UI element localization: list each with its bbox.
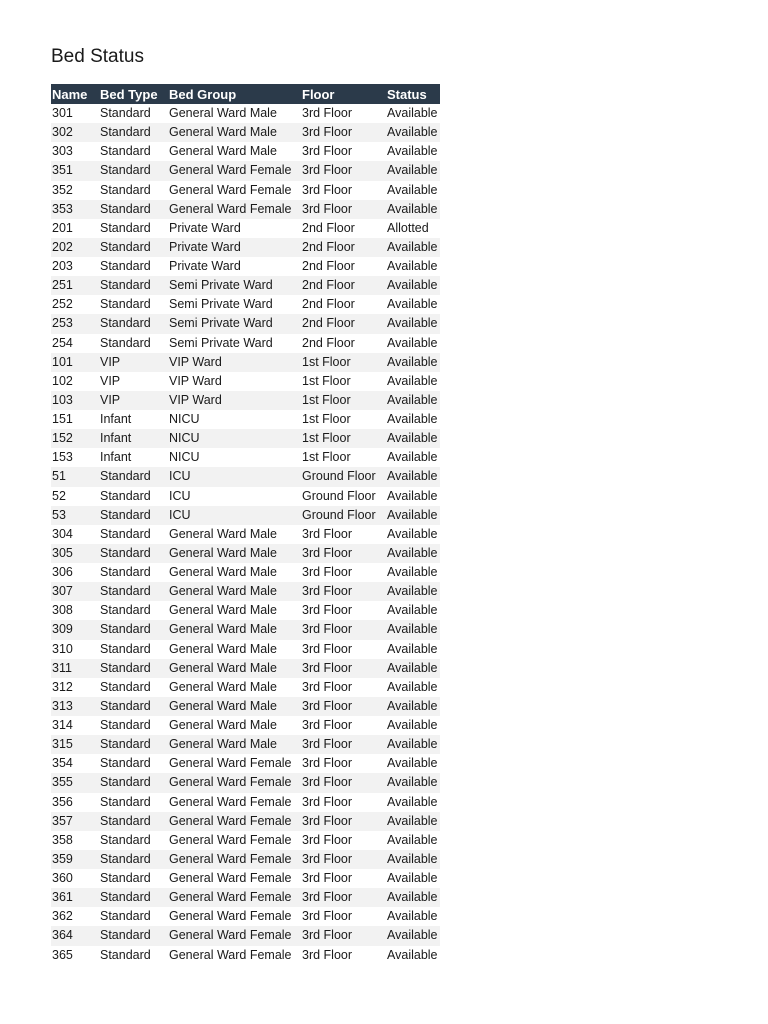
table-row[interactable]	[51, 257, 440, 276]
bed-group-cell: General Ward Female	[169, 794, 292, 809]
bed-name-cell: 357	[51, 812, 99, 831]
floor-cell: 3rd Floor	[301, 123, 386, 142]
status-cell: Available	[386, 506, 440, 525]
bed-type-cell: Standard	[100, 718, 151, 733]
status-cell: Available	[387, 679, 438, 694]
floor-cell: 3rd Floor	[302, 909, 353, 924]
bed-name-cell: 203	[52, 259, 73, 274]
table-row[interactable]	[51, 620, 440, 639]
bed-name-cell: 313	[51, 697, 99, 716]
bed-type-cell: Standard	[100, 220, 151, 235]
status-cell: Available	[386, 467, 440, 486]
table-row[interactable]	[51, 429, 440, 448]
table-row[interactable]	[51, 391, 440, 410]
column-header-bed-type[interactable]: Bed Type	[99, 84, 168, 104]
floor-cell: 3rd Floor	[301, 659, 386, 678]
table-row[interactable]	[51, 831, 440, 850]
status-cell: Allotted	[387, 220, 429, 235]
floor-cell: 1st Floor	[301, 429, 386, 448]
floor-cell: 3rd Floor	[301, 161, 386, 180]
table-row[interactable]	[51, 773, 440, 792]
table-row[interactable]	[51, 888, 440, 907]
bed-name-cell: 308	[52, 603, 73, 618]
status-cell: Available	[386, 850, 440, 869]
floor-cell: 3rd Floor	[301, 544, 386, 563]
status-cell: Available	[386, 353, 440, 372]
table-row[interactable]	[51, 238, 440, 257]
table-header-row	[51, 84, 440, 104]
status-cell: Available	[387, 488, 438, 503]
bed-type-cell: Standard	[100, 832, 151, 847]
floor-cell: 3rd Floor	[302, 718, 353, 733]
status-cell: Available	[386, 238, 440, 257]
bed-group-cell: ICU	[168, 506, 301, 525]
table-row[interactable]	[51, 716, 440, 735]
bed-type-cell: Standard	[100, 182, 151, 197]
bed-name-cell: 152	[51, 429, 99, 448]
bed-type-cell: Infant	[100, 450, 132, 465]
table-row[interactable]	[51, 314, 440, 333]
bed-name-cell: 351	[51, 161, 99, 180]
table-row[interactable]	[51, 353, 440, 372]
table-row[interactable]	[51, 754, 440, 773]
bed-type-cell: Standard	[99, 735, 168, 754]
bed-type-cell: Standard	[100, 144, 151, 159]
table-row[interactable]	[51, 926, 440, 945]
bed-type-cell: Standard	[100, 679, 151, 694]
bed-type-cell: Standard	[99, 200, 168, 219]
bed-name-cell: 252	[52, 297, 73, 312]
status-cell: Available	[387, 259, 438, 274]
table-row[interactable]	[51, 640, 440, 659]
bed-type-cell: Standard	[99, 773, 168, 792]
bed-group-cell: General Ward Female	[169, 947, 292, 962]
bed-group-cell: General Ward Male	[168, 735, 301, 754]
bed-name-cell: 53	[51, 506, 99, 525]
bed-name-cell: 305	[51, 544, 99, 563]
bed-group-cell: General Ward Female	[168, 926, 301, 945]
bed-name-cell: 306	[52, 565, 73, 580]
bed-name-cell: 354	[52, 756, 73, 771]
table-row[interactable]	[51, 142, 440, 161]
bed-type-cell: Standard	[99, 812, 168, 831]
table-row[interactable]	[51, 295, 440, 314]
status-cell: Available	[386, 391, 440, 410]
bed-type-cell: Standard	[100, 871, 151, 886]
bed-name-cell: 362	[52, 909, 73, 924]
bed-name-cell: 251	[51, 276, 99, 295]
status-cell: Available	[386, 812, 440, 831]
bed-group-cell: General Ward Male	[168, 544, 301, 563]
bed-group-cell: General Ward Male	[168, 697, 301, 716]
table-row[interactable]	[51, 276, 440, 295]
bed-name-cell: 314	[52, 718, 73, 733]
status-cell: Available	[387, 756, 438, 771]
bed-group-cell: General Ward Female	[168, 850, 301, 869]
bed-group-cell: General Ward Female	[168, 812, 301, 831]
floor-cell: 3rd Floor	[302, 756, 353, 771]
bed-group-cell: General Ward Male	[169, 526, 277, 541]
floor-cell: 3rd Floor	[301, 582, 386, 601]
status-cell: Available	[386, 200, 440, 219]
bed-type-cell: Standard	[99, 620, 168, 639]
floor-cell: 2nd Floor	[301, 314, 386, 333]
bed-group-cell: NICU	[168, 429, 301, 448]
bed-type-cell: Standard	[100, 794, 151, 809]
table-row[interactable]	[51, 448, 440, 467]
bed-group-cell: NICU	[169, 450, 200, 465]
bed-group-cell: General Ward Female	[168, 161, 301, 180]
bed-type-cell: Standard	[100, 603, 151, 618]
table-row[interactable]	[51, 123, 440, 142]
bed-name-cell: 253	[51, 314, 99, 333]
bed-type-cell: Standard	[100, 488, 151, 503]
bed-type-cell: Standard	[100, 947, 151, 962]
bed-group-cell: General Ward Female	[168, 200, 301, 219]
table-row[interactable]	[51, 735, 440, 754]
table-row[interactable]	[51, 372, 440, 391]
status-cell: Available	[386, 544, 440, 563]
bed-type-cell: VIP	[99, 391, 168, 410]
bed-group-cell: General Ward Male	[168, 659, 301, 678]
bed-type-cell: Standard	[99, 697, 168, 716]
bed-type-cell: Infant	[99, 429, 168, 448]
bed-group-cell: VIP Ward	[168, 353, 301, 372]
bed-type-cell: Standard	[99, 276, 168, 295]
floor-cell: 3rd Floor	[302, 641, 353, 656]
table-row[interactable]	[51, 506, 440, 525]
bed-name-cell: 353	[51, 200, 99, 219]
page-title: Bed Status	[51, 46, 144, 67]
bed-name-cell: 315	[51, 735, 99, 754]
table-row[interactable]	[51, 793, 440, 812]
bed-group-cell: Private Ward	[168, 238, 301, 257]
floor-cell: Ground Floor	[301, 506, 386, 525]
status-cell: Available	[386, 926, 440, 945]
bed-name-cell: 360	[52, 871, 73, 886]
floor-cell: 3rd Floor	[302, 794, 353, 809]
bed-group-cell: General Ward Male	[169, 565, 277, 580]
bed-name-cell: 309	[51, 620, 99, 639]
bed-name-cell: 103	[51, 391, 99, 410]
bed-name-cell: 102	[52, 373, 73, 388]
bed-name-cell: 307	[51, 582, 99, 601]
column-header-floor[interactable]: Floor	[301, 84, 386, 104]
status-cell: Available	[387, 106, 438, 121]
floor-cell: Ground Floor	[301, 467, 386, 486]
bed-status-table	[51, 84, 440, 965]
bed-type-cell: Standard	[99, 123, 168, 142]
bed-name-cell: 364	[51, 926, 99, 945]
status-cell: Available	[387, 718, 438, 733]
table-row[interactable]	[51, 601, 440, 620]
table-row[interactable]	[51, 659, 440, 678]
table-row[interactable]	[51, 850, 440, 869]
floor-cell: 3rd Floor	[302, 526, 353, 541]
bed-type-cell: Standard	[100, 526, 151, 541]
floor-cell: 2nd Floor	[301, 276, 386, 295]
column-header-bed-group[interactable]: Bed Group	[168, 84, 301, 104]
status-cell: Available	[386, 276, 440, 295]
table-body	[51, 104, 440, 965]
status-cell: Available	[386, 429, 440, 448]
bed-name-cell: 254	[52, 335, 73, 350]
bed-type-cell: Standard	[99, 850, 168, 869]
floor-cell: 3rd Floor	[302, 144, 353, 159]
bed-type-cell: Standard	[100, 259, 151, 274]
bed-type-cell: VIP	[100, 373, 121, 388]
bed-name-cell: 312	[52, 679, 73, 694]
floor-cell: 2nd Floor	[302, 220, 355, 235]
floor-cell: 3rd Floor	[302, 947, 353, 962]
status-cell: Available	[387, 297, 438, 312]
floor-cell: 3rd Floor	[301, 735, 386, 754]
bed-group-cell: General Ward Male	[169, 679, 277, 694]
bed-group-cell: VIP Ward	[168, 391, 301, 410]
table-row[interactable]	[51, 467, 440, 486]
status-cell: Available	[387, 832, 438, 847]
status-cell: Available	[386, 582, 440, 601]
floor-cell: 1st Floor	[302, 412, 351, 427]
bed-type-cell: Infant	[100, 412, 132, 427]
status-cell: Available	[386, 659, 440, 678]
status-cell: Available	[386, 735, 440, 754]
status-cell: Available	[386, 314, 440, 333]
floor-cell: 3rd Floor	[301, 697, 386, 716]
floor-cell: 3rd Floor	[302, 871, 353, 886]
bed-name-cell: 310	[52, 641, 73, 656]
bed-type-cell: Standard	[99, 314, 168, 333]
floor-cell: 3rd Floor	[301, 888, 386, 907]
bed-group-cell: General Ward Female	[169, 909, 292, 924]
table-row[interactable]	[51, 525, 440, 544]
bed-group-cell: Private Ward	[169, 259, 241, 274]
floor-cell: 3rd Floor	[302, 603, 353, 618]
bed-type-cell: Standard	[100, 756, 151, 771]
floor-cell: 3rd Floor	[301, 812, 386, 831]
status-cell: Available	[387, 909, 438, 924]
bed-type-cell: Standard	[100, 106, 151, 121]
bed-group-cell: VIP Ward	[169, 373, 222, 388]
bed-group-cell: General Ward Female	[168, 773, 301, 792]
bed-group-cell: General Ward Male	[168, 123, 301, 142]
table-row[interactable]	[51, 181, 440, 200]
floor-cell: Ground Floor	[302, 488, 376, 503]
bed-type-cell: Standard	[99, 582, 168, 601]
bed-type-cell: Standard	[99, 888, 168, 907]
status-cell: Available	[387, 641, 438, 656]
bed-type-cell: Standard	[99, 926, 168, 945]
floor-cell: 2nd Floor	[302, 259, 355, 274]
floor-cell: 3rd Floor	[302, 832, 353, 847]
floor-cell: 1st Floor	[302, 373, 351, 388]
status-cell: Available	[387, 565, 438, 580]
bed-group-cell: General Ward Male	[168, 620, 301, 639]
table-row[interactable]	[51, 582, 440, 601]
bed-name-cell: 311	[51, 659, 99, 678]
floor-cell: 1st Floor	[301, 353, 386, 372]
status-cell: Available	[387, 871, 438, 886]
bed-name-cell: 361	[51, 888, 99, 907]
table-row[interactable]	[51, 678, 440, 697]
table-row[interactable]	[51, 334, 440, 353]
floor-cell: 2nd Floor	[302, 335, 355, 350]
floor-cell: 3rd Floor	[302, 106, 353, 121]
bed-group-cell: General Ward Female	[169, 832, 292, 847]
floor-cell: 3rd Floor	[302, 565, 353, 580]
bed-name-cell: 365	[52, 947, 73, 962]
floor-cell: 3rd Floor	[301, 200, 386, 219]
table-row[interactable]	[51, 869, 440, 888]
bed-name-cell: 304	[52, 526, 73, 541]
floor-cell: 2nd Floor	[302, 297, 355, 312]
bed-type-cell: Standard	[99, 506, 168, 525]
bed-type-cell: Standard	[99, 161, 168, 180]
bed-name-cell: 303	[52, 144, 73, 159]
floor-cell: 3rd Floor	[301, 850, 386, 869]
bed-name-cell: 355	[51, 773, 99, 792]
bed-type-cell: Standard	[100, 909, 151, 924]
bed-name-cell: 101	[51, 353, 99, 372]
bed-name-cell: 352	[52, 182, 73, 197]
bed-group-cell: General Ward Male	[169, 718, 277, 733]
status-cell: Available	[387, 373, 438, 388]
floor-cell: 3rd Floor	[301, 620, 386, 639]
bed-group-cell: General Ward Male	[169, 603, 277, 618]
bed-name-cell: 201	[52, 220, 73, 235]
floor-cell: 2nd Floor	[301, 238, 386, 257]
status-cell: Available	[387, 144, 438, 159]
bed-type-cell: Standard	[100, 297, 151, 312]
bed-type-cell: Standard	[99, 238, 168, 257]
bed-group-cell: NICU	[169, 412, 200, 427]
floor-cell: 3rd Floor	[302, 182, 353, 197]
bed-group-cell: General Ward Male	[169, 641, 277, 656]
table-row[interactable]	[51, 907, 440, 926]
status-cell: Available	[386, 888, 440, 907]
bed-group-cell: Semi Private Ward	[168, 314, 301, 333]
table-row[interactable]	[51, 410, 440, 429]
status-cell: Available	[387, 526, 438, 541]
status-cell: Available	[387, 182, 438, 197]
bed-name-cell: 302	[51, 123, 99, 142]
bed-type-cell: Standard	[99, 544, 168, 563]
bed-name-cell: 301	[52, 106, 73, 121]
status-cell: Available	[387, 335, 438, 350]
bed-name-cell: 359	[51, 850, 99, 869]
bed-group-cell: General Ward Female	[169, 871, 292, 886]
status-cell: Available	[387, 412, 438, 427]
table-row[interactable]	[51, 219, 440, 238]
column-header-name[interactable]: Name	[51, 84, 99, 104]
table-row[interactable]	[51, 563, 440, 582]
table-row[interactable]	[51, 544, 440, 563]
bed-name-cell: 52	[52, 488, 66, 503]
bed-group-cell: Semi Private Ward	[168, 276, 301, 295]
bed-name-cell: 151	[52, 412, 73, 427]
status-cell: Available	[387, 603, 438, 618]
bed-type-cell: Standard	[99, 467, 168, 486]
status-cell: Available	[387, 450, 438, 465]
floor-cell: 3rd Floor	[301, 773, 386, 792]
bed-name-cell: 51	[51, 467, 99, 486]
bed-type-cell: Standard	[100, 335, 151, 350]
bed-name-cell: 202	[51, 238, 99, 257]
table-row[interactable]	[51, 200, 440, 219]
table-row[interactable]	[51, 697, 440, 716]
bed-group-cell: Semi Private Ward	[169, 335, 273, 350]
table-row[interactable]	[51, 487, 440, 506]
bed-type-cell: Standard	[100, 565, 151, 580]
table-row[interactable]	[51, 946, 440, 965]
bed-group-cell: General Ward Male	[168, 582, 301, 601]
status-cell: Available	[386, 620, 440, 639]
bed-group-cell: General Ward Male	[169, 106, 277, 121]
table-row[interactable]	[51, 812, 440, 831]
bed-group-cell: General Ward Female	[168, 888, 301, 907]
bed-group-cell: ICU	[169, 488, 191, 503]
floor-cell: 1st Floor	[301, 391, 386, 410]
table-row[interactable]	[51, 161, 440, 180]
bed-type-cell: Standard	[99, 659, 168, 678]
bed-name-cell: 153	[52, 450, 73, 465]
bed-type-cell: VIP	[99, 353, 168, 372]
floor-cell: 1st Floor	[302, 450, 351, 465]
status-cell: Available	[386, 123, 440, 142]
bed-group-cell: ICU	[168, 467, 301, 486]
bed-group-cell: General Ward Female	[169, 756, 292, 771]
status-cell: Available	[386, 161, 440, 180]
bed-group-cell: General Ward Female	[169, 182, 292, 197]
table-row[interactable]	[51, 104, 440, 123]
status-cell: Available	[387, 794, 438, 809]
status-cell: Available	[387, 947, 438, 962]
bed-group-cell: Private Ward	[169, 220, 241, 235]
floor-cell: 3rd Floor	[301, 926, 386, 945]
column-header-status[interactable]: Status	[386, 84, 440, 104]
bed-name-cell: 358	[52, 832, 73, 847]
bed-group-cell: General Ward Male	[169, 144, 277, 159]
bed-type-cell: Standard	[100, 641, 151, 656]
bed-group-cell: Semi Private Ward	[169, 297, 273, 312]
status-cell: Available	[386, 773, 440, 792]
bed-name-cell: 356	[52, 794, 73, 809]
floor-cell: 3rd Floor	[302, 679, 353, 694]
status-cell: Available	[386, 697, 440, 716]
